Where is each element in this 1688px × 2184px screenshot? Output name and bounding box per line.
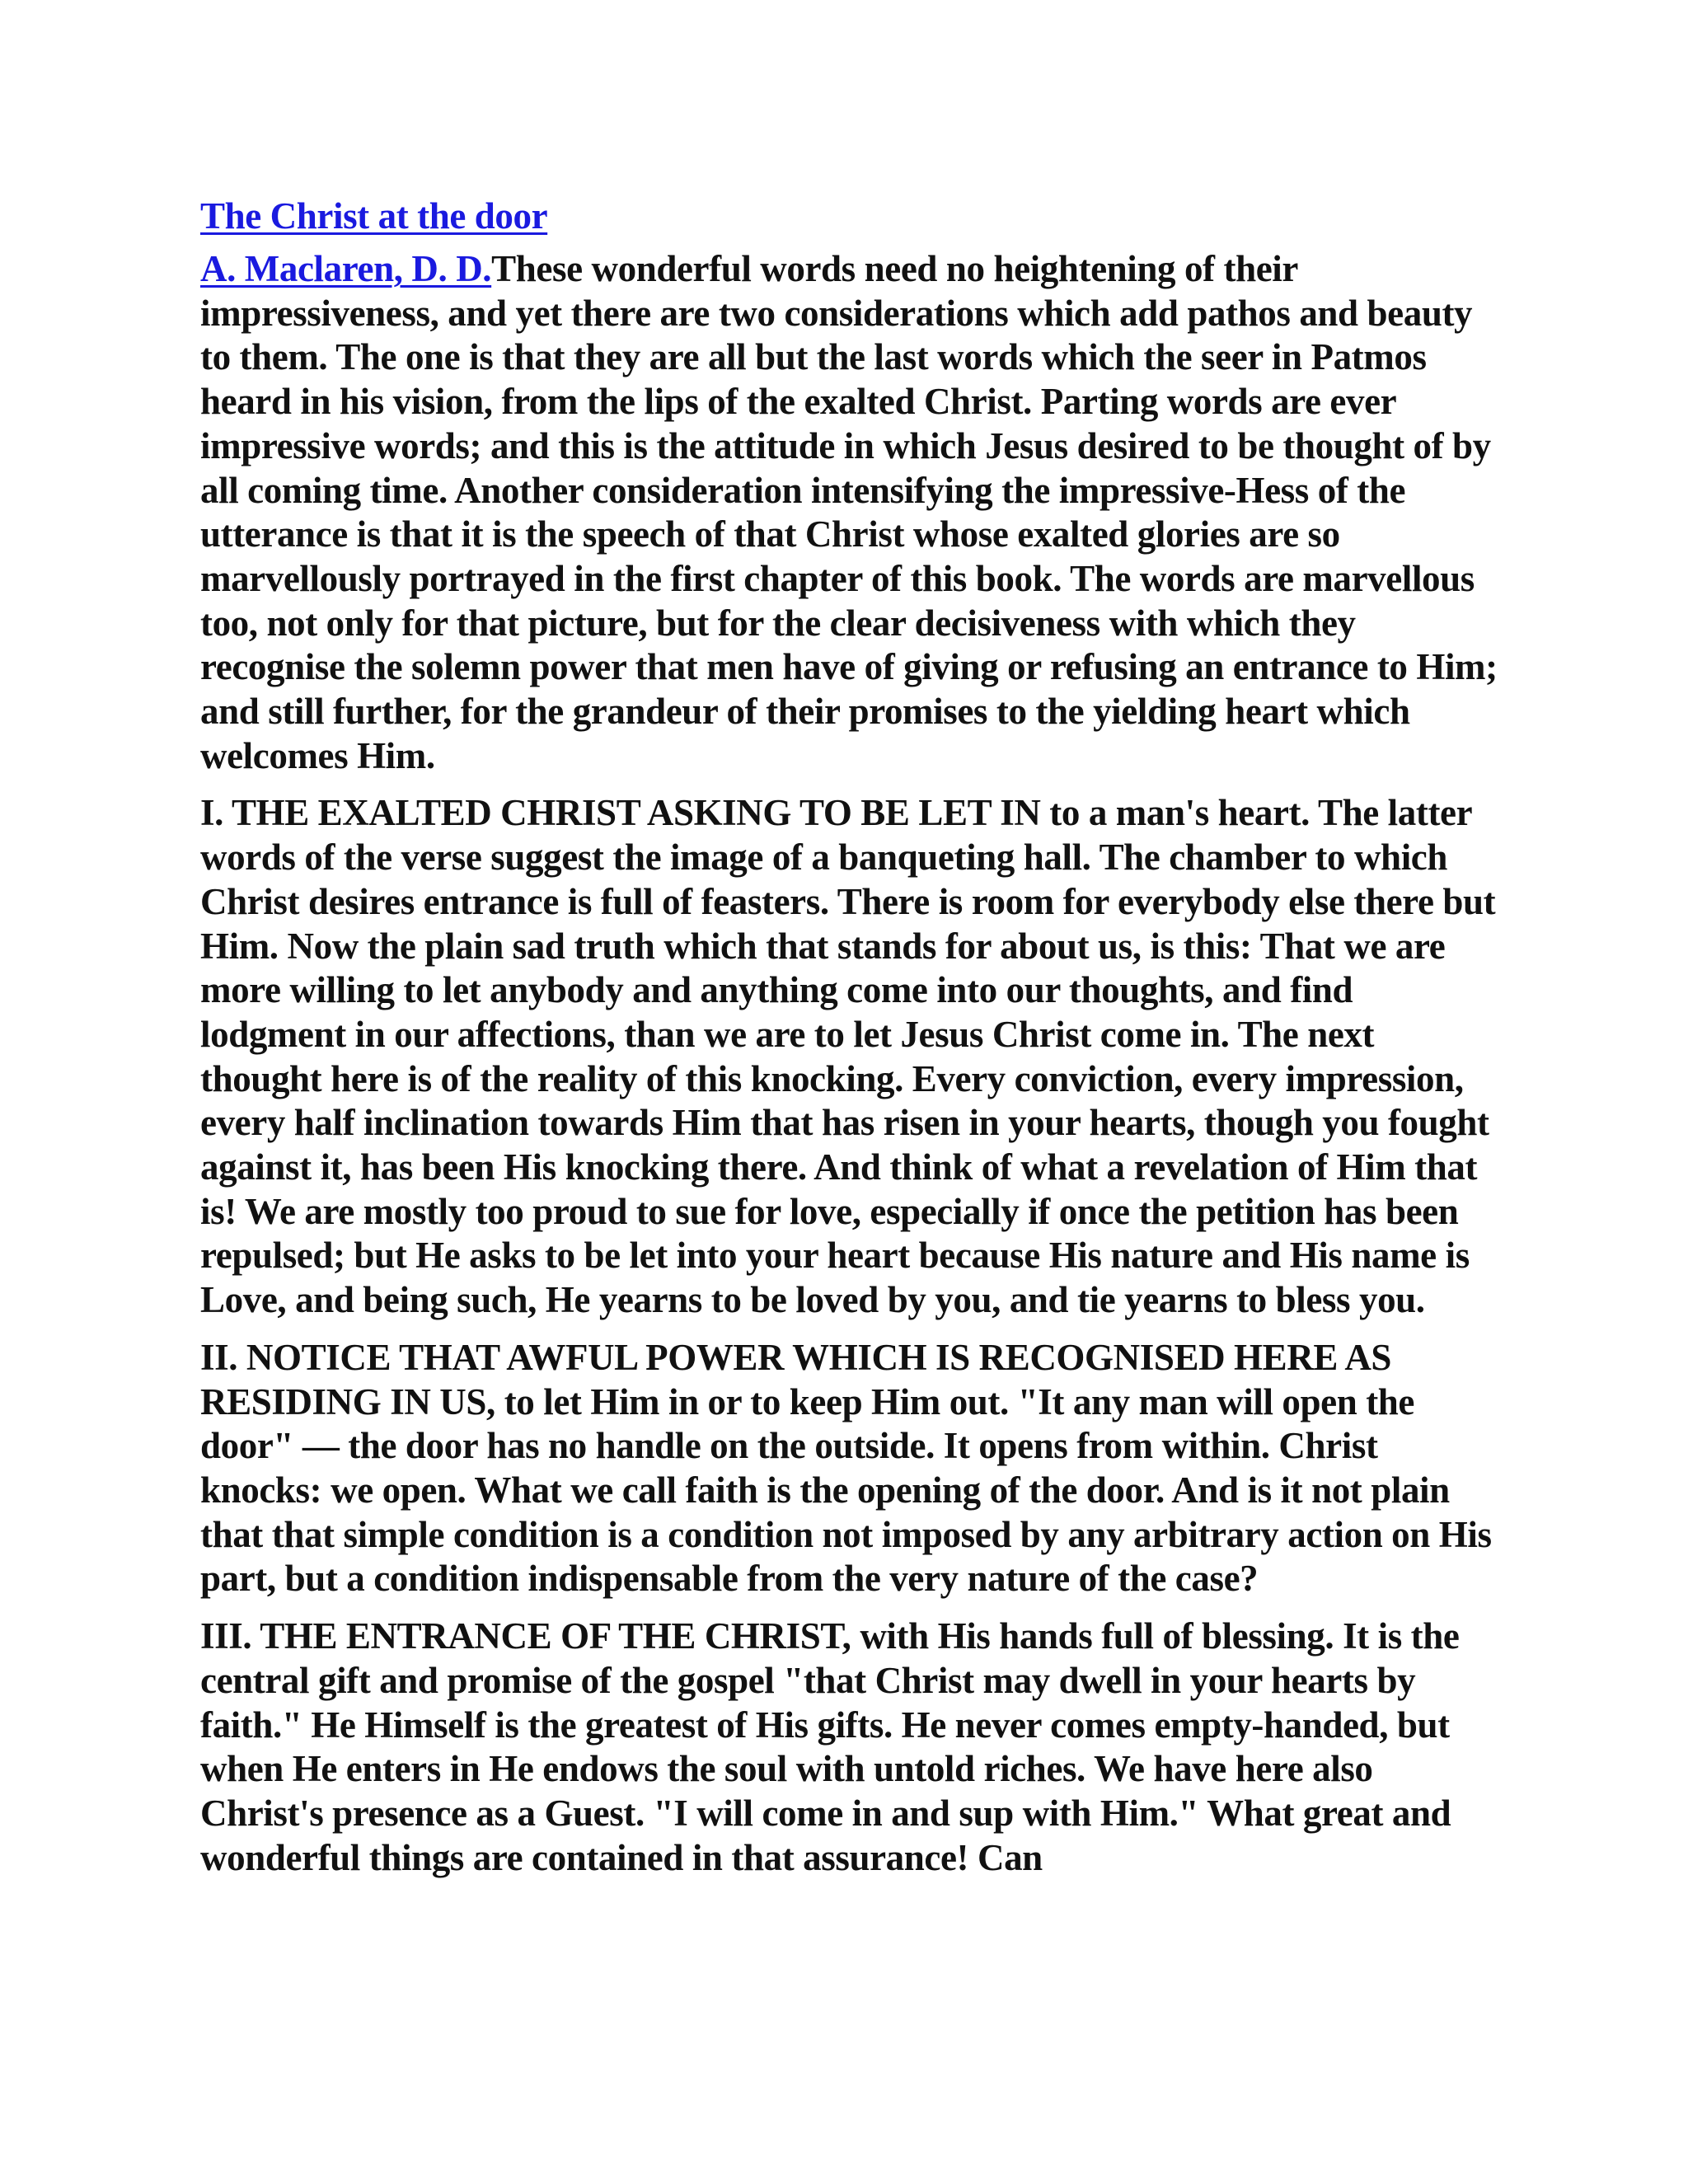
section-2-paragraph: II. NOTICE THAT AWFUL POWER WHICH IS RECOGNISED HERE AS RESIDING IN US, to let Him in or to keep Him out. "It any man will open the door" — the door has no handle on the outside. It opens from within. Christ knocks: we open. What we call faith is the opening of the door. And is it not plain that that simple condition is a condition not imposed by any arbitrary action on His part, but a condition indispensable from the very nature of the case? <box>200 1336 1492 1600</box>
document-title <box>200 191 1503 241</box>
intro-text: These wonderful words need no heightening of their impressiveness, and yet there are two considerations which add pathos and beauty to them. The one is that they are all but the last words which the seer in Patmos heard in his vision, from the lips of the exalted Christ. Parting words are ever impressive words; and this is the attitude in which Jesus desired to be thought of by all coming time. Another consideration intensifying the impressive-Hess of the utterance is that it is the speech of that Christ whose exalted glories are so marvellously portrayed in the first chapter of this book. The words are marvellous too, not only for that picture, but for the clear decisiveness with which they recognise the solemn power that men have of giving or refusing an entrance to Him; and still further, for the grandeur of their promises to the yielding heart which welcomes Him. <box>200 248 1498 776</box>
document-page <box>200 191 1503 1893</box>
section-1-paragraph: I. THE EXALTED CHRIST ASKING TO BE LET IN to a man's heart. The latter words of the verse suggest the image of a banqueting hall. The chamber to which Christ desires entrance is full of feasters. There is room for everybody else there but Him. Now the plain sad truth which that stands for about us, is this: That we are more willing to let anybody and anything come into our thoughts, and find lodgment in our affections, than we are to let Jesus Christ come in. The next thought here is of the reality of this knocking. Every conviction, every impression, every half inclination towards Him that has risen in your hearts, though you fought against it, has been His knocking there. And think of what a revelation of Him that is! We are mostly too proud to sue for love, especially if once the petition has been repulsed; but He asks to be let into your heart because His nature and His name is Love, and being such, He yearns to be loved by you, and tie yearns to bless you. <box>200 792 1496 1321</box>
intro-paragraph <box>200 247 1503 778</box>
title-link[interactable]: The Christ at the door <box>200 195 548 237</box>
section-3-paragraph: III. THE ENTRANCE OF THE CHRIST, with His hands full of blessing. It is the central gift and promise of the gospel "that Christ may dwell in your hearts by faith." He Himself is the greatest of His gifts. He never comes empty-handed, but when He enters in He endows the soul with untold riches. We have here also Christ's presence as a Guest. "I will come in and sup with Him." What great and wonderful things are contained in that assurance! Can <box>200 1615 1460 1878</box>
author-link[interactable]: A. Maclaren, D. D. <box>200 248 492 289</box>
